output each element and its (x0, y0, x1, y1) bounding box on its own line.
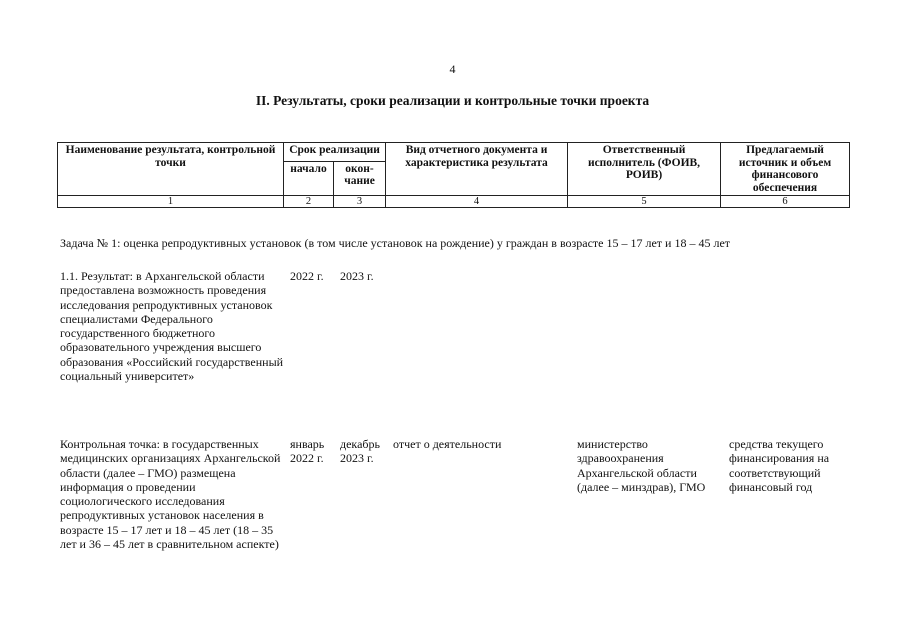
checkpoint-start: январь 2022 г. (290, 437, 325, 466)
page-number: 4 (449, 62, 456, 76)
column-header-funding: Предлагаемый источник и объем финансового обеспечения (721, 143, 850, 196)
column-number-4: 4 (386, 196, 568, 208)
column-number-2: 2 (284, 196, 334, 208)
checkpoint-name: Контрольная точка: в государственных медицинских организациях Архангельской области (далее – ГМО) размещена информация о проведении социологического исследования репродуктивных установок населения в возрасте 15 – 17 лет и 18 – 45 лет (18 – 35 лет и 36 – 45 лет в сравнительном аспекте) (60, 437, 281, 552)
column-number-5: 5 (568, 196, 721, 208)
column-number-1: 1 (58, 196, 284, 208)
column-header-responsible: Ответственный исполнитель (ФОИВ, РОИВ) (568, 143, 721, 196)
column-number-3: 3 (334, 196, 386, 208)
column-header-start: начало (284, 161, 334, 195)
result-start: 2022 г. (290, 269, 324, 283)
column-header-name: Наименование результата, контрольной точки (58, 143, 284, 196)
checkpoint-document: отчет о деятельности (393, 437, 502, 451)
column-header-end: окон-чание (334, 161, 386, 195)
checkpoint-end: декабрь 2023 г. (340, 437, 380, 466)
result-end: 2023 г. (340, 269, 374, 283)
column-number-6: 6 (721, 196, 850, 208)
column-header-period: Срок реализации (284, 143, 386, 162)
checkpoint-funding: средства текущего финансирования на соответствующий финансовый год (729, 437, 830, 494)
table-header (57, 142, 850, 208)
task-description: Задача № 1: оценка репродуктивных установок (в том числе установок на рождение) у граждан в возрасте 15 – 17 лет и 18 – 45 лет (60, 236, 731, 250)
section-title: II. Результаты, сроки реализации и контрольные точки проекта (255, 93, 650, 108)
column-header-document: Вид отчетного документа и характеристика результата (386, 143, 568, 196)
checkpoint-responsible: министерство здравоохранения Архангельской области (далее – минздрав), ГМО (577, 437, 706, 494)
result-name: 1.1. Результат: в Архангельской области предоставлена возможность проведения исследования репродуктивных установок специалистами Федерального государственного бюджетного образовательного учреждения высшего образования «Российский государственный социальный университет» (60, 269, 284, 384)
